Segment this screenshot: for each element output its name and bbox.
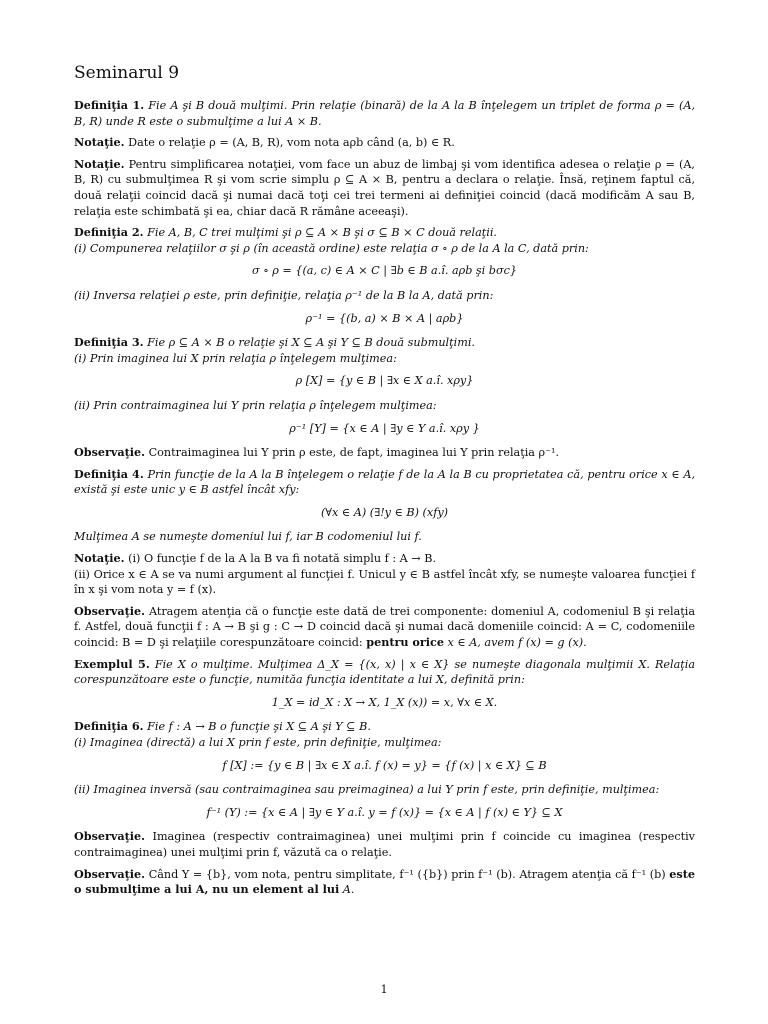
- paragraph: [74, 604, 695, 651]
- paragraph: [74, 335, 695, 366]
- paragraph-heading: Definiţia 2.: [74, 225, 144, 240]
- equation: ρ⁻¹ [Y] = {x ∈ A | ∃y ∈ Y a.î. xρy }: [289, 421, 480, 435]
- paragraph-line-text: Mulţimea A se numeşte domeniul lui f, iar B codomeniul lui f.: [74, 530, 422, 544]
- paragraph-heading: Observaţie.: [74, 603, 146, 618]
- paragraph-line-text: (ii) Inversa relaţiei ρ este, prin definiţie, relaţia ρ⁻¹ de la B la A, dată prin:: [74, 288, 494, 302]
- paragraph-text: Date o relaţie ρ = (A, B, R), vom nota aρb când (a, b) ∈ R.: [128, 136, 455, 150]
- paragraph-text: Pentru simplificarea notaţiei, vom face un abuz de limbaj şi vom identifica adesea o relaţie ρ = (A, B, R) cu submulţimea R şi vom scrie simplu ρ ⊆ A × B, pentru a declara o relaţie. Însă, reţinem faptul că, două relaţii coincid dacă şi numai dacă toţi cei trei termeni ai definiţiei coincid (dacă modificăm A sau B, relaţia este schimbată şi ea, chiar dacă R rămâne aceeaşi).: [74, 157, 695, 218]
- paragraph-heading: Exemplul 5.: [74, 656, 150, 671]
- paragraph: [74, 829, 695, 860]
- paragraph-heading: Definiţia 3.: [74, 335, 144, 350]
- paragraph-heading: Definiţia 6.: [74, 719, 144, 734]
- paragraph: [74, 225, 695, 256]
- paragraph: [74, 467, 695, 498]
- paragraph-line: (ii) Orice x ∈ A se va numi argument al funcţiei f. Unicul y ∈ B astfel încât xfy, se numeşte valoarea funcţiei f în x şi vom nota y = f (x).: [74, 567, 695, 597]
- paragraph-line: (i) Imaginea (directă) a lui X prin f este, prin definiţie, mulţimea:: [74, 736, 442, 749]
- paragraph-heading: Observaţie.: [74, 866, 146, 881]
- paragraph: [74, 867, 695, 898]
- paragraph: [74, 445, 695, 461]
- content: [74, 98, 695, 898]
- paragraph-text: Atragem atenţia că o funcţie este dată de trei componente: domeniul A, codomeniul B şi relaţia f. Astfel, două funcţii f : A → B şi g : C → D coincid dacă şi numai dacă domeniile coincid: A = C, codomeniile coincid: B = D şi relaţiile corespunzătoare coincid:: [74, 604, 695, 650]
- equation: ρ [X] = {y ∈ B | ∃x ∈ X a.î. xρy}: [295, 374, 474, 388]
- paragraph-text: Când Y = {b}, vom nota, pentru simplitate, f⁻¹ ({b}) prin f⁻¹ (b). Atragem atenţia că f⁻¹ (b): [148, 867, 666, 881]
- paragraph-text: Imaginea (respectiv contraimaginea) unei mulţimi prin f coincide cu imaginea (respectiv contraimaginea) unei mulţimi prin f, văzută ca o relaţie.: [74, 830, 695, 859]
- equation: σ ∘ ρ = {(a, c) ∈ A × C | ∃b ∈ B a.î. aρb şi bσc}: [252, 264, 517, 278]
- paragraph-text: (i) O funcţie f de la A la B va fi notată simplu f : A → B.: [128, 552, 437, 566]
- paragraph: [74, 157, 695, 219]
- paragraph-line-text: (ii) Prin contraimaginea lui Y prin relaţia ρ înţelegem mulţimea:: [74, 398, 437, 412]
- paragraph-heading: Notaţie.: [74, 135, 125, 150]
- paragraph-line: [74, 398, 695, 414]
- paragraph-bold: este o submulţime a lui A, nu un element al lui: [74, 866, 695, 897]
- equation: ρ⁻¹ = {(b, a) × B × A | aρb}: [305, 311, 464, 325]
- paragraph-heading: Observaţie.: [74, 829, 146, 844]
- paragraph: [74, 657, 695, 688]
- paragraph: [74, 135, 695, 151]
- paragraph-line: [74, 782, 695, 798]
- paragraph-line-text: (ii) Imaginea inversă (sau contraimaginea sau preimaginea) a lui Y prin f este, prin definiţie, mulţimea:: [74, 783, 660, 797]
- paragraph-heading: Notaţie.: [74, 156, 125, 171]
- paragraph: [74, 551, 695, 598]
- paragraph-heading: Definiţia 4.: [74, 466, 144, 481]
- paragraph-tail: A.: [342, 883, 355, 897]
- paragraph-text: Fie A, B, C trei mulţimi şi ρ ⊆ A × B şi σ ⊆ B × C două relaţii.: [147, 226, 497, 240]
- paragraph-text: Fie A şi B două mulţimi. Prin relaţie (binară) de la A la B înţelegem un triplet de forma ρ = (A, B, R) unde R este o submulţime a lui A × B.: [74, 99, 695, 128]
- paragraph-text: Contraimaginea lui Y prin ρ este, de fapt, imaginea lui Y prin relaţia ρ⁻¹.: [148, 446, 560, 460]
- equation: f⁻¹ (Y) := {x ∈ A | ∃y ∈ Y a.î. y = f (x)} = {x ∈ A | f (x) ∈ Y} ⊆ X: [206, 805, 563, 819]
- paragraph-line: (i) Prin imaginea lui X prin relaţia ρ înţelegem mulţimea:: [74, 351, 397, 365]
- equation: f [X] := {y ∈ B | ∃x ∈ X a.î. f (x) = y} = {f (x) | x ∈ X} ⊆ B: [222, 758, 547, 772]
- equation: 1_X = id_X : X → X, 1_X (x)) = x, ∀x ∈ X.: [271, 695, 498, 709]
- paragraph: [74, 98, 695, 129]
- paragraph-text: Fie ρ ⊆ A × B o relaţie şi X ⊆ A şi Y ⊆ B două submulţimi.: [147, 336, 475, 350]
- paragraph-tail: x ∈ A, avem f (x) = g (x).: [447, 636, 587, 650]
- paragraph-line: (i) Compunerea relaţiilor σ şi ρ (în această ordine) este relaţia σ ∘ ρ de la A la C, dată prin:: [74, 241, 589, 255]
- page-title: Seminarul 9: [74, 63, 180, 83]
- paragraph-text: Prin funcţie de la A la B înţelegem o relaţie f de la A la B cu proprietatea că, pentru orice x ∈ A, există şi este unic y ∈ B astfel încât xfy:: [74, 467, 696, 497]
- page-number: 1: [380, 983, 388, 996]
- paragraph-line: [74, 288, 695, 304]
- paragraph-heading: Observaţie.: [74, 445, 146, 460]
- paragraph-heading: Notaţie.: [74, 551, 125, 566]
- equation: (∀x ∈ A) (∃!y ∈ B) (xfy): [320, 505, 449, 519]
- paragraph-text: Fie f : A → B o funcţie şi X ⊆ A şi Y ⊆ B.: [147, 720, 371, 734]
- paragraph-heading: Definiţia 1.: [74, 98, 145, 112]
- paragraph-line: [74, 529, 695, 545]
- paragraph: [74, 719, 695, 750]
- paragraph-bold: pentru orice: [366, 635, 444, 650]
- paper-page: [74, 62, 695, 904]
- paragraph-text: Fie X o mulţime. Mulţimea Δ_X = {(x, x) | x ∈ X} se numeşte diagonala mulţimii X. Relaţia corespunzătoare este o funcţie, numităa funcţia identitate a lui X, definită prin:: [74, 657, 696, 687]
